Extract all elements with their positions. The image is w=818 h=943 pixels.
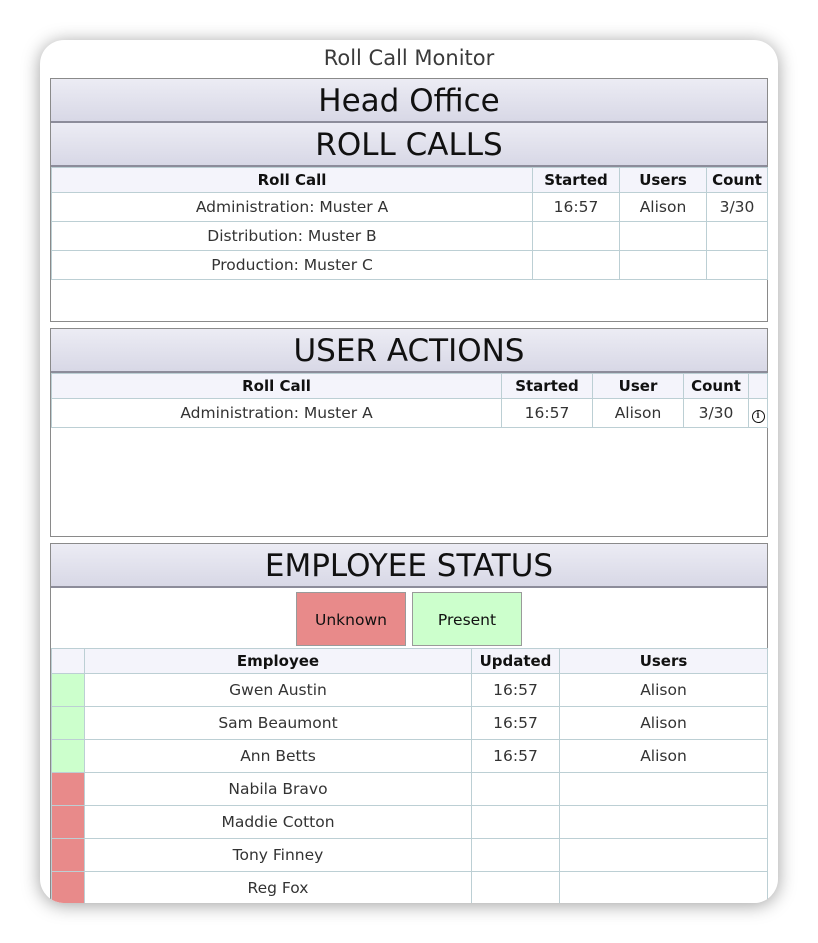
user-actions-table [51, 373, 768, 428]
status-indicator [52, 707, 85, 740]
action-started: 16:57 [502, 399, 593, 428]
user-actions-heading: USER ACTIONS [51, 329, 767, 373]
table-row[interactable] [52, 839, 768, 872]
status-indicator [52, 806, 85, 839]
column-header-count[interactable]: Count [684, 374, 749, 399]
roll-call-count [707, 251, 768, 280]
status-indicator [52, 674, 85, 707]
roll-calls-heading: ROLL CALLS [51, 123, 767, 167]
roll-call-name: Distribution: Muster B [52, 222, 533, 251]
roll-calls-table [51, 167, 768, 280]
employee-name: Nabila Bravo [85, 773, 472, 806]
site-title: Head Office [51, 79, 767, 123]
column-header-status [52, 649, 85, 674]
action-roll-call: Administration: Muster A [52, 399, 502, 428]
app-title: Roll Call Monitor [323, 46, 495, 70]
status-indicator [52, 773, 85, 806]
user-actions-panel [50, 328, 768, 537]
table-row[interactable] [52, 674, 768, 707]
employee-users [560, 872, 768, 904]
roll-call-name: Production: Muster C [52, 251, 533, 280]
employee-status-panel [50, 543, 768, 903]
employee-users: Alison [560, 674, 768, 707]
employee-name: Gwen Austin [85, 674, 472, 707]
info-circle-icon[interactable]: i [752, 410, 765, 423]
action-user: Alison [593, 399, 684, 428]
table-row[interactable] [52, 251, 768, 280]
column-header-count[interactable]: Count [707, 168, 768, 193]
employee-users [560, 839, 768, 872]
table-row[interactable] [52, 707, 768, 740]
status-indicator [52, 740, 85, 773]
column-header-updated[interactable]: Updated [472, 649, 560, 674]
employee-updated [472, 839, 560, 872]
status-legend [51, 588, 767, 648]
employee-name: Maddie Cotton [85, 806, 472, 839]
employee-name: Ann Betts [85, 740, 472, 773]
employee-users: Alison [560, 707, 768, 740]
employee-status-heading: EMPLOYEE STATUS [51, 544, 767, 588]
employee-name: Sam Beaumont [85, 707, 472, 740]
roll-call-users [620, 251, 707, 280]
employee-updated: 16:57 [472, 707, 560, 740]
table-row[interactable] [52, 872, 768, 904]
action-info-cell [749, 399, 768, 428]
action-count: 3/30 [684, 399, 749, 428]
table-row[interactable] [52, 193, 768, 222]
employee-updated: 16:57 [472, 674, 560, 707]
status-indicator [52, 872, 85, 904]
table-row[interactable] [52, 399, 768, 428]
employee-users: Alison [560, 740, 768, 773]
column-header-users[interactable]: Users [560, 649, 768, 674]
employee-name: Reg Fox [85, 872, 472, 904]
column-header-employee[interactable]: Employee [85, 649, 472, 674]
employee-updated: 16:57 [472, 740, 560, 773]
present-status-button[interactable]: Present [412, 592, 522, 646]
employee-table [51, 648, 768, 903]
table-row[interactable] [52, 740, 768, 773]
column-header-roll-call[interactable]: Roll Call [52, 374, 502, 399]
column-header-users[interactable]: Users [620, 168, 707, 193]
roll-call-started [533, 251, 620, 280]
employee-updated [472, 773, 560, 806]
table-row[interactable] [52, 806, 768, 839]
employee-name: Tony Finney [85, 839, 472, 872]
roll-call-count: 3/30 [707, 193, 768, 222]
column-header-started[interactable]: Started [533, 168, 620, 193]
column-header-info [749, 374, 768, 399]
status-indicator [52, 839, 85, 872]
roll-call-users: Alison [620, 193, 707, 222]
unknown-status-button[interactable]: Unknown [296, 592, 406, 646]
employee-updated [472, 872, 560, 904]
roll-call-started: 16:57 [533, 193, 620, 222]
roll-call-count [707, 222, 768, 251]
column-header-roll-call[interactable]: Roll Call [52, 168, 533, 193]
roll-call-name: Administration: Muster A [52, 193, 533, 222]
employee-users [560, 773, 768, 806]
table-row[interactable] [52, 222, 768, 251]
employee-updated [472, 806, 560, 839]
column-header-started[interactable]: Started [502, 374, 593, 399]
roll-calls-panel [50, 78, 768, 322]
roll-call-monitor-window [40, 40, 778, 903]
roll-call-users [620, 222, 707, 251]
employee-users [560, 806, 768, 839]
table-row[interactable] [52, 773, 768, 806]
column-header-user[interactable]: User [593, 374, 684, 399]
roll-call-started [533, 222, 620, 251]
